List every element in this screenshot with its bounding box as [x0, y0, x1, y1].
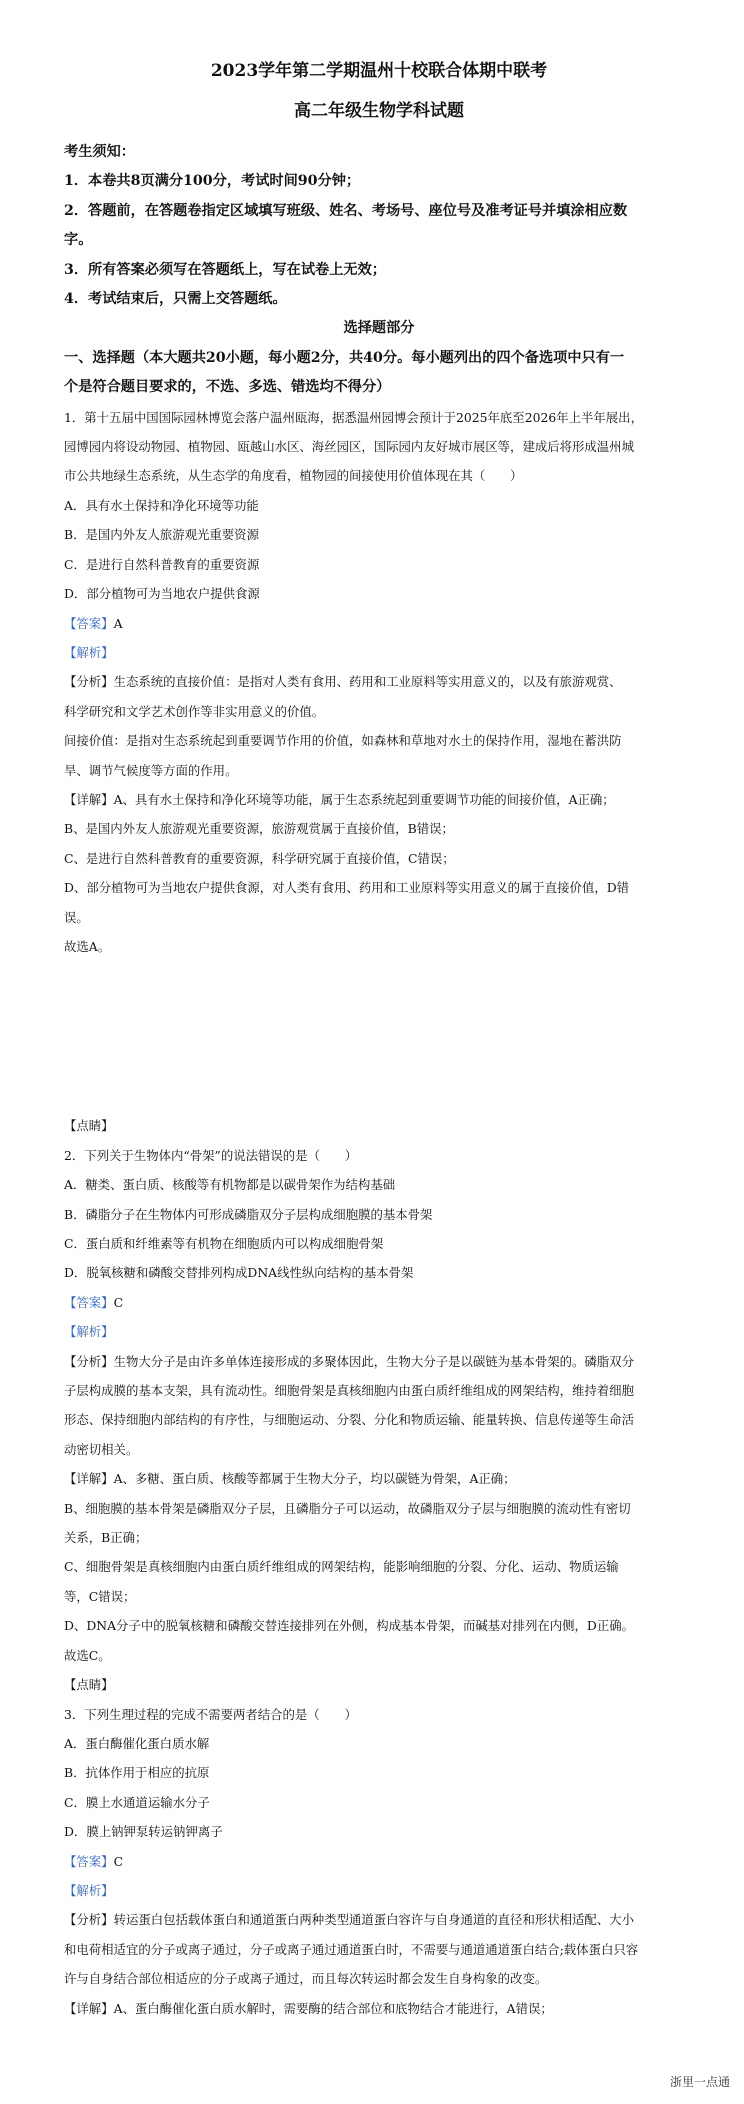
question-stem: 园博园内将设动物园、植物园、瓯越山水区、海丝园区，国际园内友好城市展区等，建成后将形成温州城	[64, 439, 634, 455]
blank-space	[64, 961, 694, 1111]
option-a: A．蛋白酶催化蛋白质水解	[64, 1735, 210, 1751]
xiangjie-line	[64, 1994, 694, 2023]
answer-value: C	[113, 1853, 124, 1869]
answer-tag: 【答案】	[64, 1294, 114, 1310]
section-title: 一、选择题（本大题共20小题，每小题2分，共40分。每小题列出的四个备选项中只有一	[64, 349, 625, 366]
fenxi-tag: 【分析】	[64, 1353, 114, 1369]
answer-tag: 【答案】	[64, 1853, 114, 1869]
xiangjie-text: A、蛋白酶催化蛋白质水解时，需要酶的结合部位和底物结合才能进行，A错误；	[113, 2000, 553, 2016]
xiangjie-line	[64, 785, 694, 814]
answer-line	[64, 609, 694, 638]
question-stem: 3．下列生理过程的完成不需要两者结合的是（ ）	[64, 1706, 357, 1722]
xiangjie-text: D、部分植物可为当地农户提供食源，对人类有食用、药用和工业原料等实用意义的属于直接价值，D错	[64, 880, 630, 896]
question-2	[64, 1141, 694, 1700]
answer-tag: 【答案】	[64, 615, 114, 631]
answer-line	[64, 1847, 694, 1876]
fenxi-text: 转运蛋白包括载体蛋白和通道蛋白两种类型通道蛋白容许与自身通道的直径和形状相适配、大小	[113, 1912, 634, 1928]
xiangjie-tag: 【详解】	[64, 791, 114, 807]
option-d: D．膜上钠钾泵转运钠钾离子	[64, 1824, 223, 1840]
xiangjie-tag: 【详解】	[64, 2000, 114, 2016]
answer-line	[64, 1288, 694, 1317]
fenxi-text: 许与自身结合部位相适应的分子或离子通过，而且每次转运时都会发生自身构象的改变。	[64, 1971, 548, 1987]
section-title: 个是符合题目要求的，不选、多选、错选均不得分）	[64, 379, 391, 396]
xiangjie-tag: 【详解】	[64, 1471, 114, 1487]
xiangjie-text: B、是国内外友人旅游观光重要资源，旅游观赏属于直接价值，B错误；	[64, 821, 454, 837]
dianjing-tag: 【点睛】	[64, 1118, 114, 1134]
analysis-tag: 【解析】	[64, 644, 114, 660]
xiangjie-text: A、具有水土保持和净化环境等功能，属于生态系统起到重要调节功能的间接价值，A正确；	[113, 791, 615, 807]
fenxi-text: 生物大分子是由许多单体连接形成的多聚体因此，生物大分子是以碳链为基本骨架的。磷脂双分	[113, 1353, 634, 1369]
footer-watermark: 浙里一点通	[669, 2075, 730, 2089]
question-stem: 1．第十五届中国国际园林博览会落户温州瓯海，据悉温州园博会预计于2025年底至2026年上半年展出，	[64, 409, 643, 425]
xiangjie-text: 故选A。	[64, 938, 111, 954]
option-b: B．抗体作用于相应的抗原	[64, 1765, 210, 1781]
fenxi-text: 间接价值：是指对生态系统起到重要调节作用的价值，如森林和草地对水土的保持作用，湿地在蓄洪防	[64, 733, 622, 749]
fenxi-tag: 【分析】	[64, 674, 114, 690]
notice-heading: 考生须知：	[64, 144, 135, 160]
fenxi-text: 和电荷相适宜的分子或离子通过，分子或离子通过通道蛋白时，不需要与通道通道蛋白结合;载体蛋白只容	[64, 1941, 639, 1957]
question-stem: 2．下列关于生物体内“骨架”的说法错误的是（ ）	[64, 1147, 358, 1163]
fenxi-line	[64, 1905, 694, 1934]
fenxi-line	[64, 667, 694, 696]
exam-title: 2023学年第二学期温州十校联合体期中联考	[210, 61, 548, 81]
answer-value: A	[113, 615, 123, 631]
option-d: D．部分植物可为当地农户提供食源	[64, 586, 260, 602]
document-page	[64, 56, 694, 2023]
xiangjie-text: D、DNA分子中的脱氧核糖和磷酸交替连接排列在外侧，构成基本骨架，而碱基对排列在内侧，D正确。	[64, 1618, 634, 1634]
fenxi-text: 子层构成膜的基本支架，具有流动性。细胞骨架是真核细胞内由蛋白质纤维组成的网架结构，维持着细胞	[64, 1383, 634, 1399]
xiangjie-text: B、细胞膜的基本骨架是磷脂双分子层，且磷脂分子可以运动，故磷脂双分子层与细胞膜的流动性有密切	[64, 1500, 631, 1516]
dianjing-tag: 【点睛】	[64, 1677, 114, 1693]
question-1	[64, 403, 694, 1141]
option-b: B．磷脂分子在生物体内可形成磷脂双分子层构成细胞膜的基本骨架	[64, 1206, 433, 1222]
xiangjie-line	[64, 1464, 694, 1493]
option-c: C．膜上水通道运输水分子	[64, 1794, 210, 1810]
option-c: C．是进行自然科普教育的重要资源	[64, 556, 260, 572]
notice-item: 2．答题前，在答题卷指定区域填写班级、姓名、考场号、座位号及准考证号并填涂相应数	[64, 202, 628, 219]
option-a: A．糖类、蛋白质、核酸等有机物都是以碳骨架作为结构基础	[64, 1177, 396, 1193]
fenxi-text: 动密切相关。	[64, 1441, 139, 1457]
option-a: A．具有水土保持和净化环境等功能	[64, 497, 259, 513]
fenxi-line	[64, 1347, 694, 1376]
xiangjie-text: 误。	[64, 909, 89, 925]
analysis-tag: 【解析】	[64, 1882, 114, 1898]
fenxi-text: 科学研究和文学艺术创作等非实用意义的价值。	[64, 703, 325, 719]
analysis-tag: 【解析】	[64, 1324, 114, 1340]
option-b: B．是国内外友人旅游观光重要资源	[64, 527, 259, 543]
fenxi-text: 旱、调节气候度等方面的作用。	[64, 762, 238, 778]
xiangjie-text: C、是进行自然科普教育的重要资源，科学研究属于直接价值，C错误；	[64, 850, 455, 866]
xiangjie-text: A、多糖、蛋白质、核酸等都属于生物大分子，均以碳链为骨架，A正确；	[113, 1471, 516, 1487]
exam-subtitle: 高二年级生物学科试题	[294, 101, 464, 121]
xiangjie-text: 关系，B正确；	[64, 1530, 148, 1546]
question-stem: 市公共地绿生态系统，从生态学的角度看，植物园的间接使用价值体现在其（ ）	[64, 468, 523, 484]
xiangjie-text: C、细胞骨架是真核细胞内由蛋白质纤维组成的网架结构，能影响细胞的分裂、分化、运动、物质运输	[64, 1559, 619, 1575]
part-title: 选择题部分	[343, 320, 415, 337]
fenxi-tag: 【分析】	[64, 1912, 114, 1928]
fenxi-text: 形态、保持细胞内部结构的有序性，与细胞运动、分裂、分化和物质运输、能量转换、信息传递等生命活	[64, 1412, 634, 1428]
option-c: C．蛋白质和纤维素等有机物在细胞质内可以构成细胞骨架	[64, 1236, 384, 1251]
notice-item: 3．所有答案必须写在答题纸上，写在试卷上无效；	[64, 261, 386, 278]
xiangjie-text: 故选C。	[64, 1647, 111, 1663]
xiangjie-text: 等，C错误；	[64, 1588, 136, 1604]
notice-item: 4．考试结束后，只需上交答题纸。	[64, 291, 287, 308]
option-d: D．脱氧核糖和磷酸交替排列构成DNA线性纵向结构的基本骨架	[64, 1265, 414, 1281]
fenxi-text: 生态系统的直接价值：是指对人类有食用、药用和工业原料等实用意义的，以及有旅游观赏、	[113, 674, 622, 690]
answer-value: C	[113, 1294, 124, 1310]
question-3	[64, 1700, 694, 2023]
notice-item: 字。	[64, 232, 93, 249]
notice-item: 1．本卷共8页满分100分，考试时间90分钟；	[64, 173, 361, 190]
